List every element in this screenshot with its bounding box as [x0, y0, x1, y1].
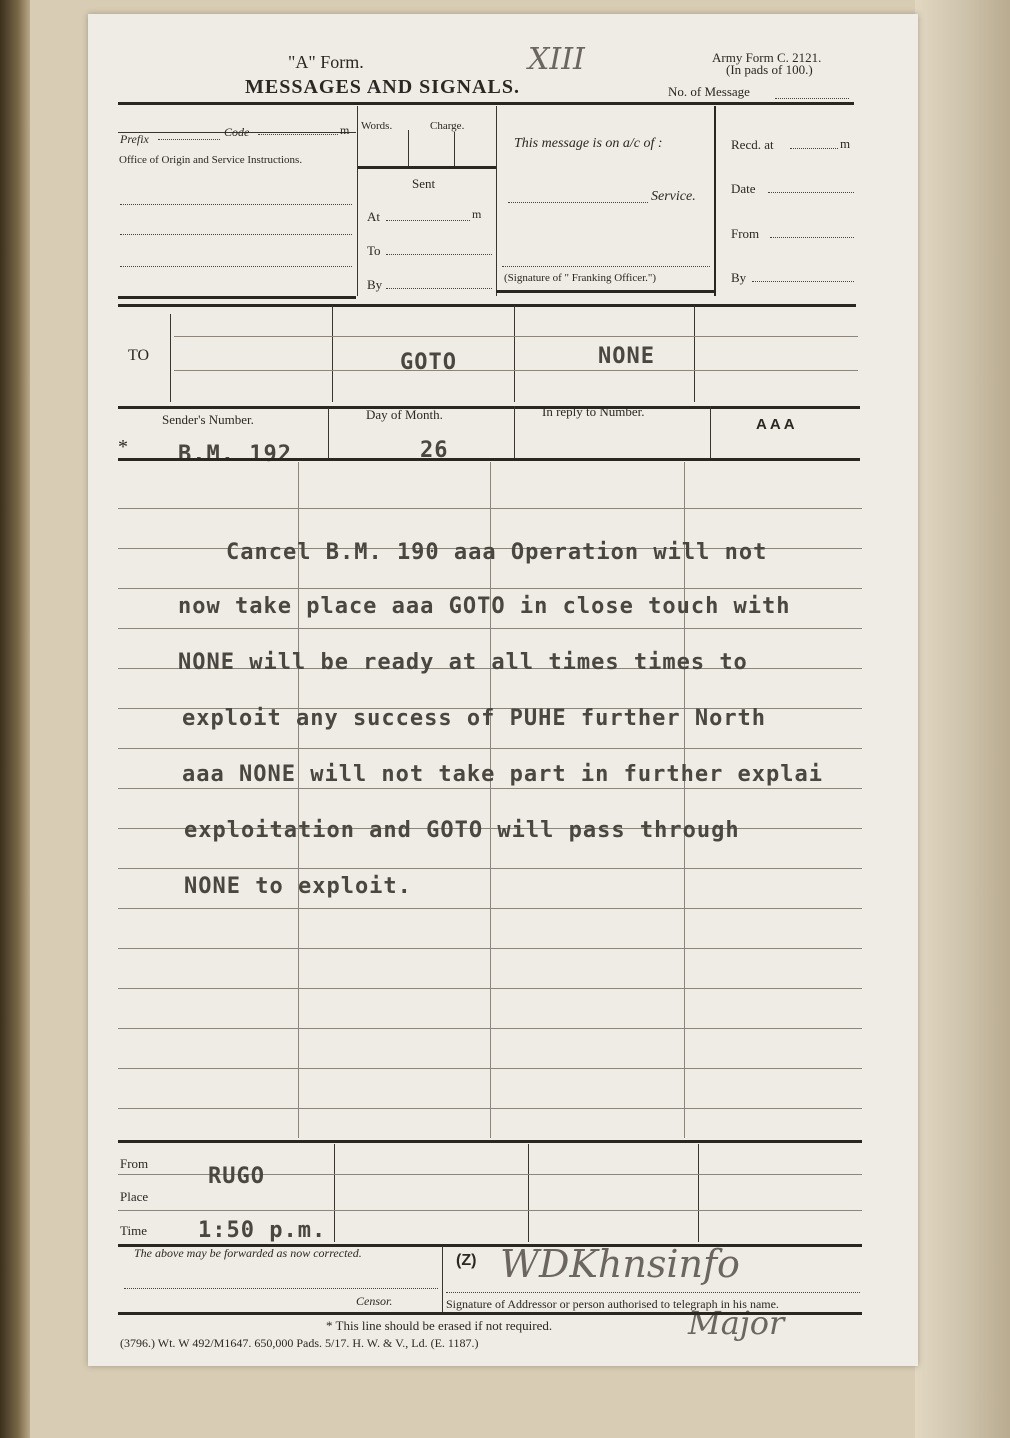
to-label: TO	[128, 347, 150, 364]
numbers-divider-1	[328, 408, 329, 458]
footer-divider-2	[528, 1144, 529, 1242]
handwritten-rank: Major	[688, 1304, 785, 1342]
charge-label: Charge.	[430, 120, 465, 132]
message-line-5: aaa NONE will not take part in further explai	[182, 762, 824, 787]
sent-at-m: m	[472, 207, 482, 221]
signature-divider	[442, 1246, 443, 1312]
by-label-right: By	[731, 270, 747, 285]
divider-words-charge	[408, 130, 409, 166]
body-rule	[118, 1028, 862, 1029]
body-rule	[118, 628, 862, 629]
code-m: m	[340, 123, 350, 137]
date-label: Date	[731, 181, 756, 196]
numbers-top-rule	[118, 406, 860, 409]
service-line	[508, 202, 648, 203]
censor-label: Censor.	[356, 1294, 393, 1308]
censor-line	[124, 1288, 438, 1289]
message-line-4: exploit any success of PUHE further North	[182, 706, 767, 731]
franking-rule	[496, 290, 714, 293]
recd-at-label: Recd. at	[731, 137, 774, 152]
this-message-label: This message is on a/c of :	[514, 136, 663, 151]
forwarded-note: The above may be forwarded as now corrected.	[134, 1246, 362, 1260]
body-rule	[118, 748, 862, 749]
sent-label: Sent	[412, 176, 436, 191]
to-divider-3	[694, 306, 695, 402]
no-of-message-label: No. of Message	[668, 84, 750, 99]
signature-line	[446, 1292, 860, 1293]
army-form-number: Army Form C. 2121.	[712, 50, 822, 65]
message-top-rule	[118, 458, 860, 461]
to-rule-2	[174, 370, 858, 371]
franking-label: (Signature of " Franking Officer.")	[504, 272, 657, 284]
bottom-rule	[118, 1312, 862, 1315]
message-line-3: NONE will be ready at all times times to	[178, 650, 748, 675]
body-rule	[118, 868, 862, 869]
body-rule	[118, 988, 862, 989]
body-rule	[118, 588, 862, 589]
recd-m: m	[840, 136, 851, 151]
body-rule	[118, 948, 862, 949]
signature-label: Signature of Addressor or person authorised to telegraph in his name.	[446, 1297, 779, 1311]
to-bracket	[170, 314, 171, 402]
footer-rule-2	[118, 1210, 862, 1211]
binding-edge	[0, 0, 30, 1438]
body-rule	[118, 508, 862, 509]
from-value: RUGO	[208, 1164, 265, 1189]
origin-bottom-rule	[118, 296, 356, 299]
time-label: Time	[120, 1223, 147, 1238]
numbers-divider-2	[514, 406, 515, 458]
form-letter: "A" Form.	[288, 52, 364, 72]
no-of-message-line	[775, 98, 849, 99]
z-mark: (Z)	[456, 1252, 477, 1269]
footer-divider-1	[334, 1144, 335, 1242]
origin-line-1	[120, 204, 352, 205]
code-line	[258, 134, 338, 135]
sent-to-label: To	[367, 243, 381, 258]
message-line-7: NONE to exploit.	[184, 874, 412, 899]
divider-charge	[454, 132, 455, 166]
body-rule	[118, 788, 862, 789]
time-value: 1:50 p.m.	[198, 1218, 327, 1243]
handwritten-mark: XIII	[528, 42, 585, 77]
aaa-label: A A A	[756, 416, 795, 433]
code-label: Code	[224, 125, 250, 139]
numbers-divider-3	[710, 406, 711, 458]
addressee-2: NONE	[598, 344, 655, 369]
footer-top-rule	[118, 1140, 862, 1143]
sent-top-rule	[358, 166, 496, 169]
body-rule	[118, 1068, 862, 1069]
sent-by-line	[386, 288, 492, 289]
origin-line-3	[120, 266, 352, 267]
table-surface	[915, 0, 1010, 1438]
from-line-right	[770, 237, 854, 238]
day-of-month-label: Day of Month.	[366, 407, 443, 422]
senders-number: B.M. 192	[178, 442, 292, 467]
to-rule-1	[174, 336, 858, 337]
sent-by-label: By	[367, 277, 383, 292]
print-info: (3796.) Wt. W 492/M1647. 650,000 Pads. 5/17. H. W. & V., Ld. (E. 1187.)	[120, 1336, 479, 1350]
origin-line-2	[120, 234, 352, 235]
date-line	[768, 192, 854, 193]
message-line-2: now take place aaa GOTO in close touch with	[178, 594, 791, 619]
prefix-line	[158, 139, 220, 140]
divider-sent	[496, 106, 497, 296]
to-top-rule	[118, 304, 856, 307]
office-origin-label: Office of Origin and Service Instructions.	[119, 154, 303, 166]
recd-at-line	[790, 148, 838, 149]
message-form	[88, 14, 918, 1366]
divider-words	[357, 106, 358, 296]
sent-at-line	[386, 220, 470, 221]
footer-divider-3	[698, 1144, 699, 1242]
prefix-label: Prefix	[120, 132, 149, 146]
service-label: Service.	[651, 189, 696, 204]
senders-number-label: Sender's Number.	[162, 412, 254, 427]
sent-at-label: At	[367, 209, 380, 224]
erase-note: * This line should be erased if not required.	[326, 1318, 553, 1333]
to-divider-1	[332, 306, 333, 402]
form-title: MESSAGES AND SIGNALS.	[245, 76, 520, 98]
message-line-6: exploitation and GOTO will pass through	[184, 818, 740, 843]
day-of-month: 26	[420, 438, 449, 463]
top-rule	[118, 102, 854, 105]
message-line-1: Cancel B.M. 190 aaa Operation will not	[226, 540, 768, 565]
pads-note: (In pads of 100.)	[726, 62, 813, 77]
addressee-1: GOTO	[400, 350, 457, 375]
words-label: Words.	[361, 120, 393, 132]
from-label: From	[120, 1156, 149, 1171]
asterisk: *	[118, 436, 128, 458]
handwritten-signature: WDKhnsinfo	[500, 1242, 740, 1286]
body-rule	[118, 908, 862, 909]
from-label-right: From	[731, 226, 760, 241]
sent-to-line	[386, 254, 492, 255]
to-divider-2	[514, 306, 515, 402]
body-rule	[118, 1108, 862, 1109]
in-reply-label: In reply to Number.	[542, 404, 645, 419]
divider-recd	[714, 106, 716, 296]
by-line-right	[752, 281, 854, 282]
franking-line	[502, 266, 710, 267]
place-label: Place	[120, 1189, 149, 1204]
